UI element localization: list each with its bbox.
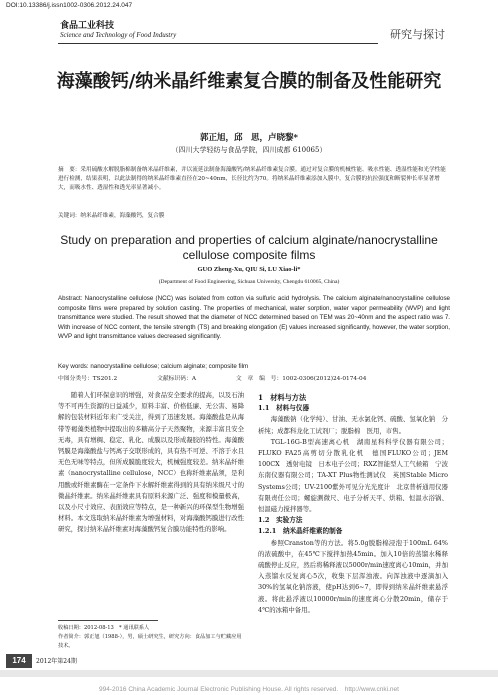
header-rule	[58, 43, 378, 44]
abstract-cn: 摘 要：采用硫酸水解脱脂棉制备纳米晶纤维素，并以流延法制备海藻酸钙/纳米晶纤维素复合膜。通过对复合膜的机械性能、吸水性能、透湿性能和光学性能进行检测，结果表明，以此法制得的纳米晶纤维素直径在20~40nm，长径比约为70。将纳米晶纤维素添加入膜中，复合膜的抗拉强度和断裂伸长率显著增大，而吸水性、透湿性和透光率显著减小。	[58, 167, 446, 191]
footnote: 收稿日期：2012-08-13 * 通讯联系人 作者简介：郭正旭（1988-），男，硕士研究生，研究方向：食品加工与贮藏应用技术。	[58, 625, 242, 649]
doc-code: 文献标识码：A	[157, 376, 197, 382]
section-tag: 研究与探讨	[390, 28, 445, 41]
paragraph-instruments: TGL-16G-B型高速离心机 湖南星科科学仪器有限公司；FLUKO FA25高剪切分散乳化机 德国FLUKO公司；JEM 100CX 透射电镜 日本电子公司；RXZ智能型人工气候箱 宁波东南仪器有限公司；TA-XT Plus物性测试仪 英国Stable Micro Systems公司；UV-2100紫外可见分光光度计 北京普析通用仪器有限责任公司；螺旋测微尺、电子分析天平、烘箱、恒温水浴锅、恒温磁力搅拌器等。	[258, 437, 448, 514]
keywords-cn: 关键词：纳米晶纤维素，海藻酸钙，复合膜	[58, 213, 165, 219]
journal-name-en: Science and Technology of Food Industry	[60, 31, 177, 39]
section-heading: 1 材料与方法	[258, 393, 307, 402]
subsection-heading-methods: 1.2 实验方法	[258, 516, 303, 525]
page-number: 174	[6, 654, 32, 668]
affiliation-en: (Department of Food Engineering, Sichuan University, Chengdu 610065, China)	[158, 279, 340, 285]
copyright-line: 994-2016 China Academic Journal Electronic Publishing House. All rights reserved. http://www.cnki.net	[99, 686, 399, 693]
paper-title-en: Study on preparation and properties of calcium alginate/nanocrystalline cellulose composite films	[60, 233, 438, 262]
article-number: 文 章 编 号：1002-0306(2012)24-0174-04	[235, 376, 367, 382]
clc-number: 中图分类号：TS201.2	[58, 376, 118, 382]
affiliation-cn: （四川大学轻纺与食品学院，四川成都 610065）	[171, 146, 327, 154]
subsection-heading-ncc: 1.2.1 纳米晶纤维素的制备	[258, 527, 343, 536]
issue-label: 2012年第24期	[36, 658, 77, 665]
paragraph-materials: 海藻酸钠（化学纯）、甘油、无水氯化钙、硫酸、氢氧化钠 分析纯；成都科龙化工试剂厂；脱脂棉 医用，市售。	[258, 415, 448, 435]
journal-name-cn: 食品工业科技	[60, 21, 115, 31]
authors-cn: 郭正旭，邱 思，卢晓黎*	[200, 133, 298, 143]
bottom-bar	[0, 670, 498, 677]
abstract-en: Abstract: Nanocrystalline cellulose (NCC) was isolated from cotton via sulfuric acid hydrolysis. The calcium alginate/nanocrystalline cellulose composite films were prepared by solution casting. The properties of mechanical, water sorption, water vapor permeability (WVP) and light transmittance were studied. The result showed that the diameter of NCC determined based on TEM was 20~40nm and the aspect ratio was 7. With increase of NCC content, the tensile strength (TS) and breaking elongation (E) values increased significantly, however, the water sorption, WVP and light transmittance values decreased significantly.	[58, 295, 450, 341]
subsection-heading: 1.1 材料与仪器	[258, 404, 310, 413]
authors-en: GUO Zheng-Xu, QIU Si, LU Xiao-li*	[197, 266, 301, 273]
body-right-column	[258, 390, 448, 616]
doi-text: DOI:10.13386/j.issn1002-0306.2012.24.047	[6, 2, 133, 9]
paper-title-cn: 海藻酸钙/纳米晶纤维素复合膜的制备及性能研究	[56, 71, 442, 92]
classification-line	[58, 373, 450, 382]
body-left-column: 随着人们环保意识的增强，对食品安全要求的提高，以及石油等不可再生资源的日益减少，原料丰富、价格低廉、无公害、易降解的包装材料近年来广受关注，得到了迅速发展。海藻酸盐是从海带等褐藻类植物中提取出的多糖高分子天然聚物，来源丰富且安全无毒，具有增稠、稳定、乳化、成膜以及形成凝胶的特性。海藻酸钙膜是海藻酸盐与钙离子交联形成的，具有热不可逆、不溶于水且无色无味等特点，但所成膜脆度较大，机械强度较差。纳米晶纤维素（nanocrystalline cellulose，NCC）也称纤维素晶须，是利用酸或纤维素酶在一定条件下水解纤维素得到的具有纳米级尺寸的微晶纤维素。纳米晶纤维素具有原料来源广泛、强度和模量极高，以及小尺寸效应、表面效应等特点，是一种新兴的环保型生物增强材料。本文选取纳米晶纤维素为增强材料，对海藻酸钙膜进行改性研究，探讨纳米晶纤维素对海藻酸钙复合膜功能特性的影响。	[58, 391, 244, 534]
footnote-rule	[58, 620, 158, 621]
paragraph-ncc-prep: 参照Cranston等的方法。将5.0g脱脂棉浸泡于100mL 64%的浓硫酸中，在45℃下搅拌加热45min。加入10倍的蒸馏水稀释硫酸停止反应，然后将稀释液以5000r/min速度离心10min，并加入蒸馏水反复离心5次，收集下层浑浊液。向浑浊液中逐滴加入30%的氢氧化钠溶液，使pH达到6~7，即得到纳米晶纤维素悬浮液。将此悬浮液以10000r/min的速度离心分散20min，储存于4℃的冰箱中备用。	[258, 538, 448, 614]
keywords-en: Key words: nanocrystalline cellulose; calcium alginate; composite film	[58, 363, 249, 370]
